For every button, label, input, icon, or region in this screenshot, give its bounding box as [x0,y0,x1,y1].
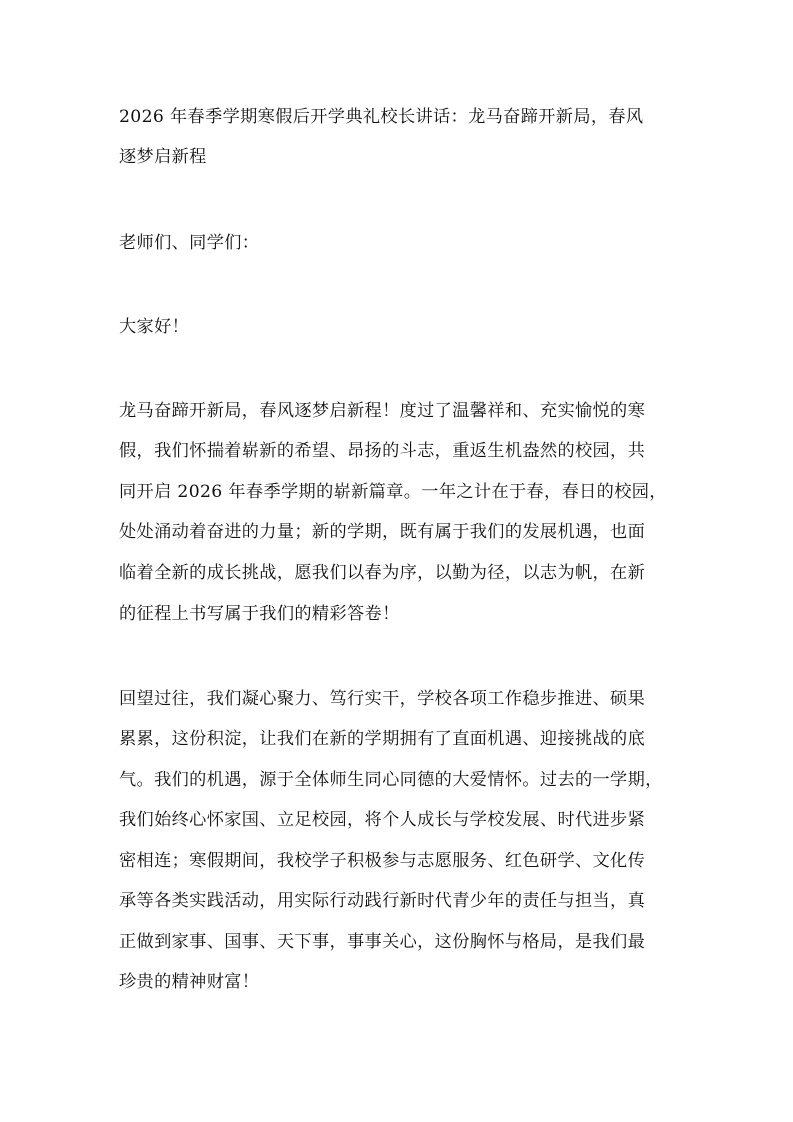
paragraph-line: 假，我们怀揣着崭新的希望、昂扬的斗志，重返生机盎然的校园，共 [119,441,646,461]
paragraph-line: 累累，这份积淀，让我们在新的学期拥有了直面机遇、迎接挑战的底 [119,729,646,749]
paragraph-line: 密相连；寒假期间，我校学子积极参与志愿服务、红色研学、文化传 [119,851,646,871]
paragraph-line: 正做到家事、国事、天下事，事事关心，这份胸怀与格局，是我们最 [119,932,646,952]
title-line: 2026 年春季学期寒假后开学典礼校长讲话：龙马奋蹄开新局，春风 [119,107,644,127]
paragraph-line: 我们始终心怀家国、立足校园，将个人成长与学校发展、时代进步紧 [119,810,646,830]
paragraph-line: 同开启 2026 年春季学期的崭新篇章。一年之计在于春，春日的校园， [119,482,667,502]
paragraph-line: 回望过往，我们凝心聚力、笃行实干，学校各项工作稳步推进、硕果 [119,689,646,709]
paragraph-line: 的征程上书写属于我们的精彩答卷！ [119,604,400,624]
salutation: 老师们、同学们： [119,233,260,253]
paragraph-line: 处处涌动着奋进的力量；新的学期，既有属于我们的发展机遇，也面 [119,522,646,542]
title-line: 逐梦启新程 [119,147,207,167]
paragraph-line: 承等各类实践活动，用实际行动践行新时代青少年的责任与担当，真 [119,891,646,911]
paragraph-line: 珍贵的精神财富！ [119,972,260,992]
paragraph-line: 临着全新的成长挑战，愿我们以春为序，以勤为径，以志为帆，在新 [119,563,646,583]
paragraph-line: 龙马奋蹄开新局，春风逐梦启新程！度过了温馨祥和、充实愉悦的寒 [119,401,646,421]
paragraph-line: 气。我们的机遇，源于全体师生同心同德的大爱情怀。过去的一学期， [119,770,663,790]
greeting: 大家好！ [119,317,190,337]
